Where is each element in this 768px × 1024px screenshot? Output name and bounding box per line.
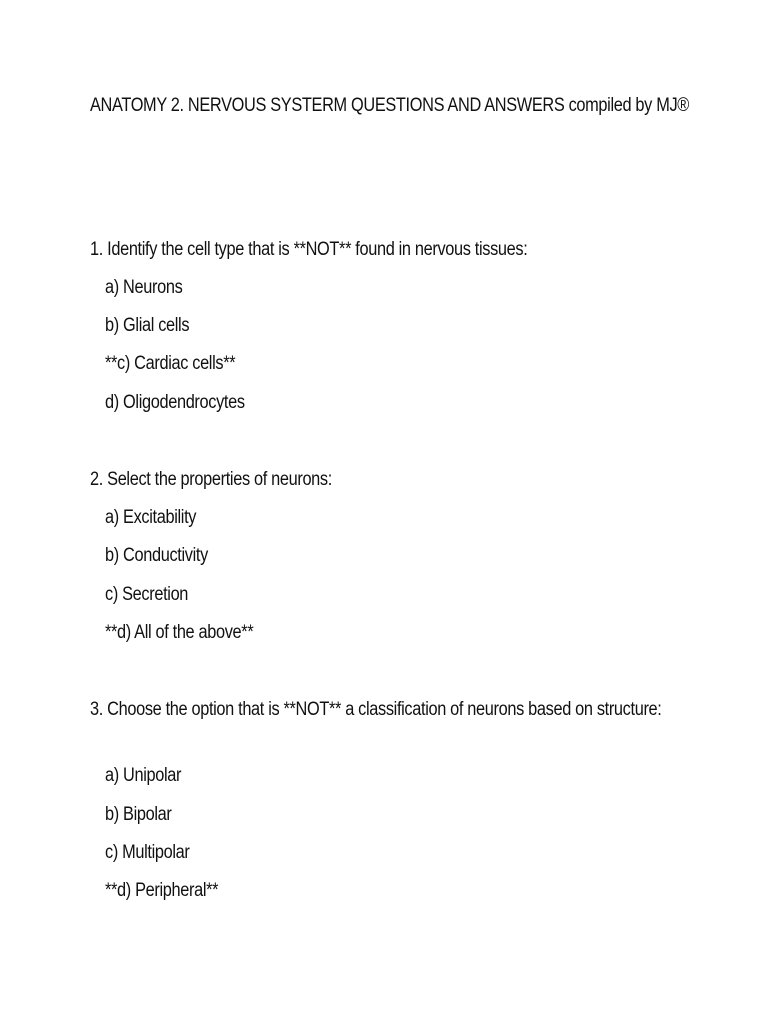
question-1-option-c-answer: **c) Cardiac cells** — [105, 353, 236, 374]
question-3-option-c: c) Multipolar — [105, 842, 190, 863]
question-2-option-a: a) Excitability — [105, 507, 197, 528]
question-3-text: 3. Choose the option that is **NOT** a classification of neurons based on structure: — [90, 699, 662, 720]
question-2-text: 2. Select the properties of neurons: — [90, 469, 332, 490]
question-3-option-d-answer: **d) Peripheral** — [105, 880, 219, 901]
question-2-option-b: b) Conductivity — [105, 545, 208, 566]
question-1-option-b: b) Glial cells — [105, 315, 190, 336]
document-title: ANATOMY 2. NERVOUS SYSTERM QUESTIONS AND ANSWERS compiled by MJ® — [90, 95, 689, 116]
question-2-option-d-answer: **d) All of the above** — [105, 622, 254, 643]
question-3-option-b: b) Bipolar — [105, 804, 172, 825]
question-3-option-a: a) Unipolar — [105, 765, 182, 786]
question-2-option-c: c) Secretion — [105, 584, 189, 605]
question-1-option-d: d) Oligodendrocytes — [105, 392, 245, 413]
question-1-text: 1. Identify the cell type that is **NOT** found in nervous tissues: — [90, 239, 528, 260]
question-1-option-a: a) Neurons — [105, 277, 183, 298]
